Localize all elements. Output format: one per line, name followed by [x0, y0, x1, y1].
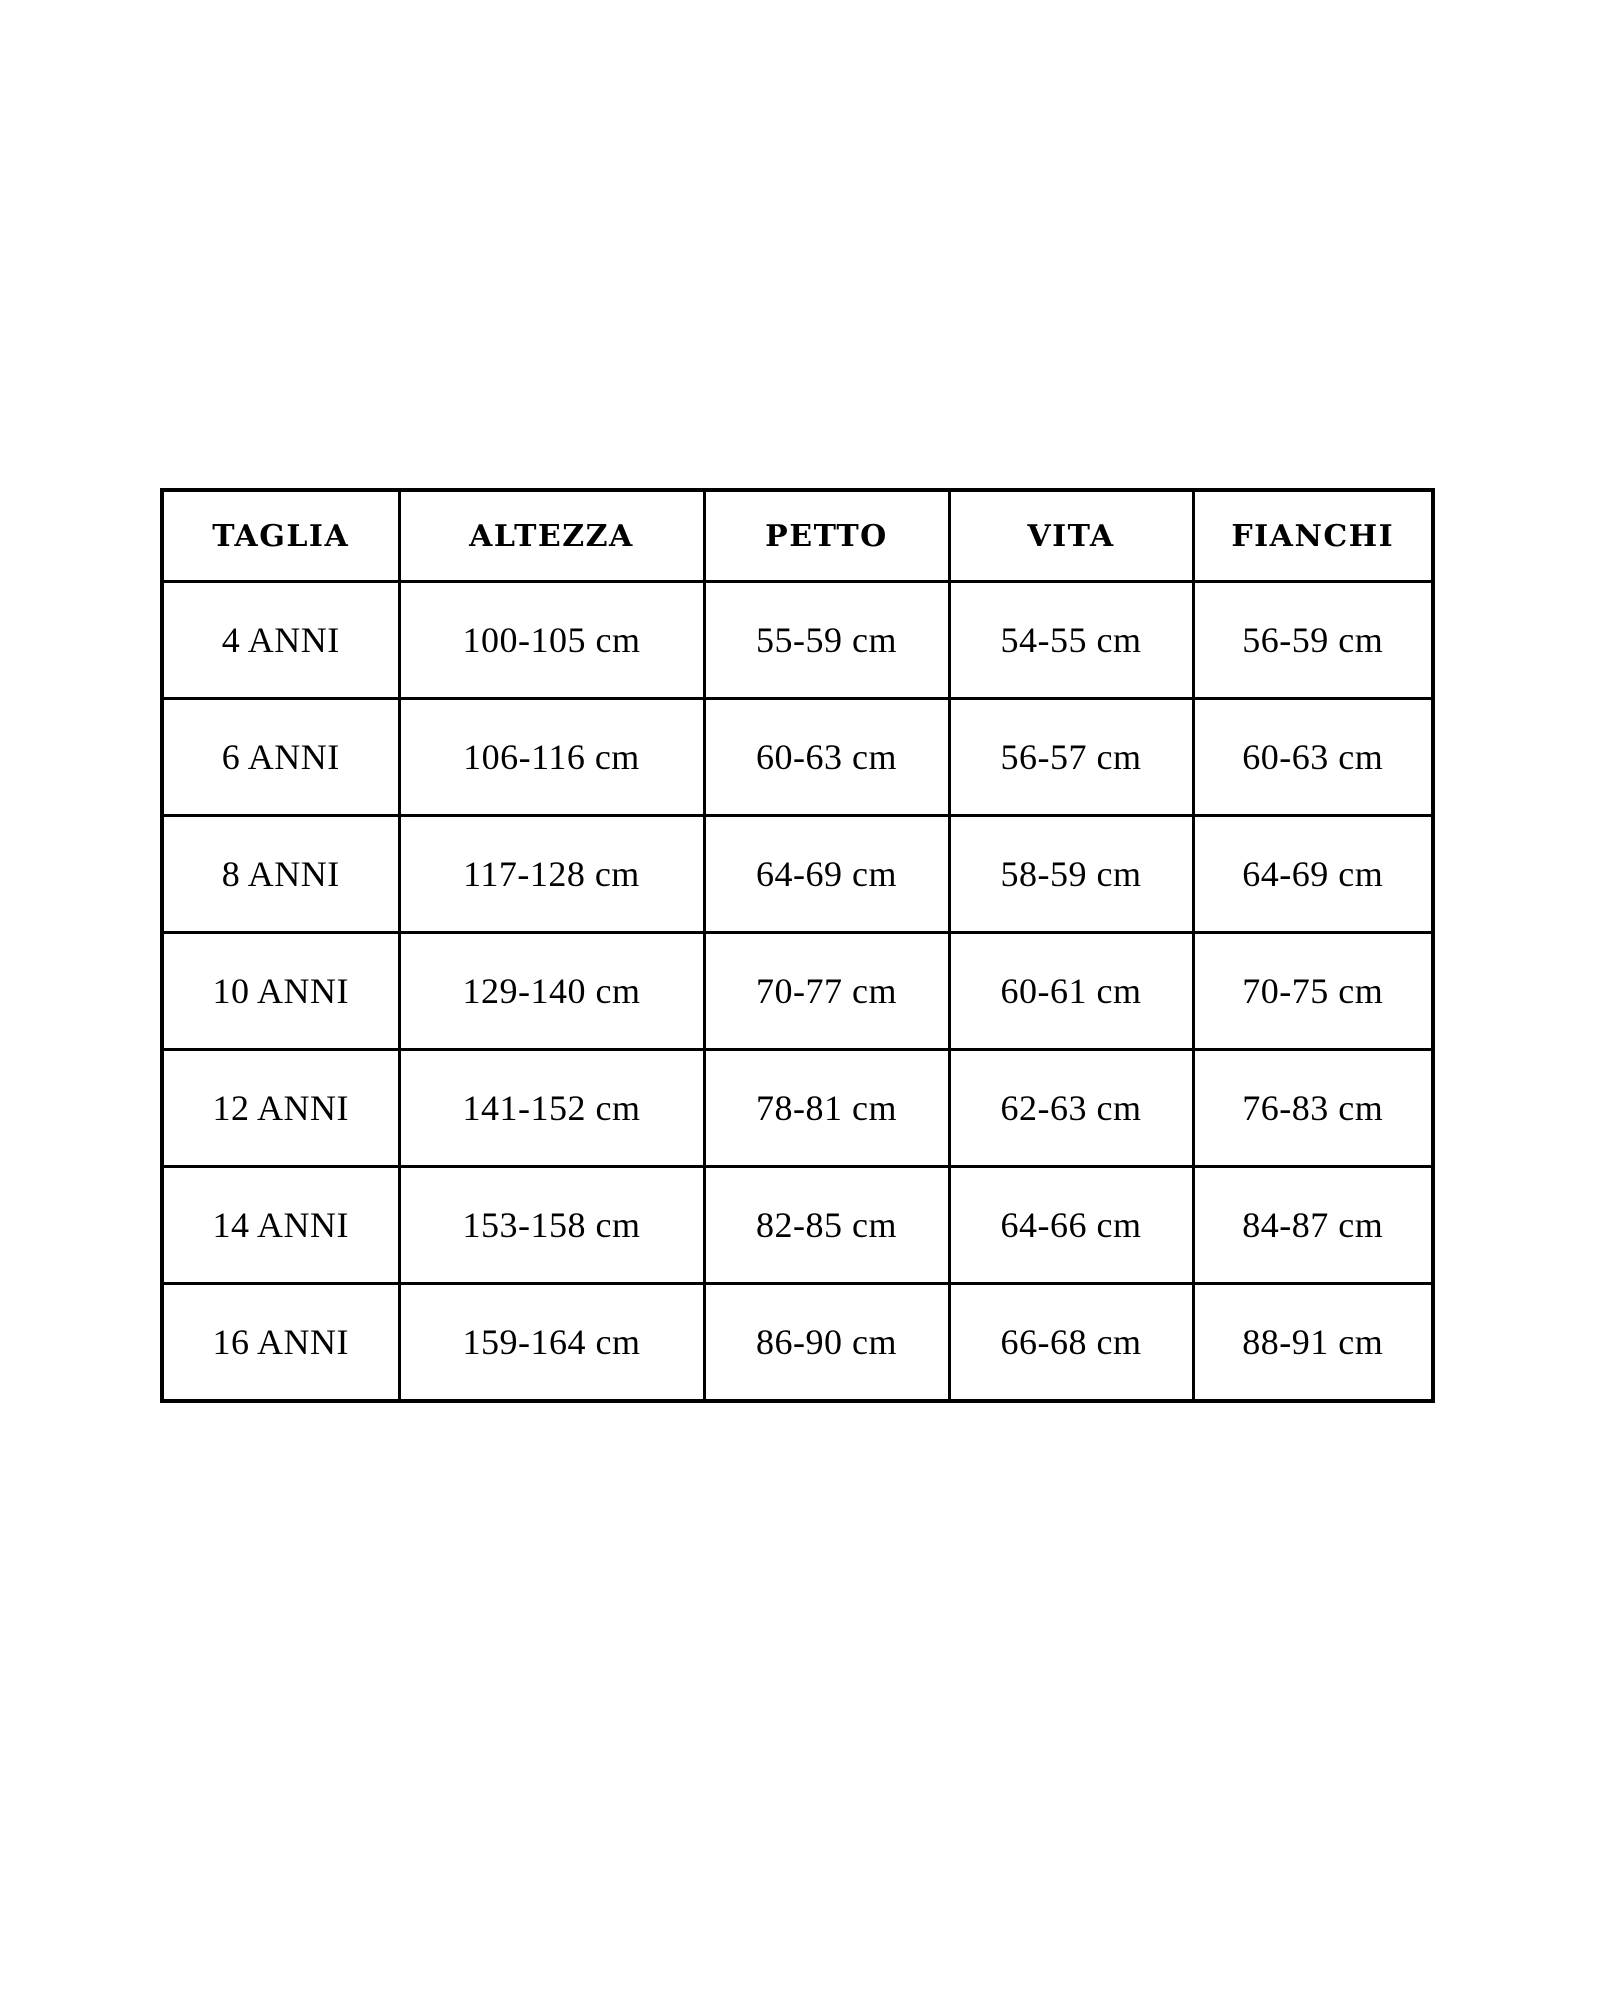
- cell-petto: 64-69 cm: [704, 816, 949, 933]
- cell-fianchi: 70-75 cm: [1193, 933, 1433, 1050]
- cell-vita: 66-68 cm: [949, 1284, 1193, 1402]
- cell-taglia: 14 ANNI: [162, 1167, 399, 1284]
- cell-taglia: 12 ANNI: [162, 1050, 399, 1167]
- cell-vita: 56-57 cm: [949, 699, 1193, 816]
- cell-vita: 58-59 cm: [949, 816, 1193, 933]
- cell-fianchi: 88-91 cm: [1193, 1284, 1433, 1402]
- cell-altezza: 141-152 cm: [399, 1050, 704, 1167]
- table-row: [162, 1284, 1433, 1402]
- cell-vita: 60-61 cm: [949, 933, 1193, 1050]
- cell-petto: 55-59 cm: [704, 582, 949, 699]
- table-row: [162, 933, 1433, 1050]
- cell-petto: 70-77 cm: [704, 933, 949, 1050]
- cell-taglia: 6 ANNI: [162, 699, 399, 816]
- cell-taglia: 8 ANNI: [162, 816, 399, 933]
- cell-taglia: 16 ANNI: [162, 1284, 399, 1402]
- header-cell-taglia: TAGLIA: [162, 490, 399, 582]
- cell-fianchi: 56-59 cm: [1193, 582, 1433, 699]
- size-chart-header-row: [162, 490, 1433, 582]
- cell-fianchi: 76-83 cm: [1193, 1050, 1433, 1167]
- cell-petto: 78-81 cm: [704, 1050, 949, 1167]
- cell-taglia: 4 ANNI: [162, 582, 399, 699]
- size-chart-body: [162, 582, 1433, 1402]
- cell-fianchi: 60-63 cm: [1193, 699, 1433, 816]
- cell-petto: 60-63 cm: [704, 699, 949, 816]
- cell-altezza: 153-158 cm: [399, 1167, 704, 1284]
- cell-altezza: 159-164 cm: [399, 1284, 704, 1402]
- table-header-row: [162, 490, 1433, 582]
- table-row: [162, 1167, 1433, 1284]
- header-cell-fianchi: FIANCHI: [1193, 490, 1433, 582]
- cell-altezza: 106-116 cm: [399, 699, 704, 816]
- table-row: [162, 699, 1433, 816]
- cell-taglia: 10 ANNI: [162, 933, 399, 1050]
- cell-fianchi: 84-87 cm: [1193, 1167, 1433, 1284]
- header-cell-altezza: ALTEZZA: [399, 490, 704, 582]
- size-chart-table: [160, 488, 1435, 1403]
- cell-vita: 54-55 cm: [949, 582, 1193, 699]
- cell-altezza: 129-140 cm: [399, 933, 704, 1050]
- table-row: [162, 582, 1433, 699]
- header-cell-vita: VITA: [949, 490, 1193, 582]
- cell-petto: 82-85 cm: [704, 1167, 949, 1284]
- cell-vita: 64-66 cm: [949, 1167, 1193, 1284]
- cell-altezza: 117-128 cm: [399, 816, 704, 933]
- header-cell-petto: PETTO: [704, 490, 949, 582]
- table-row: [162, 1050, 1433, 1167]
- cell-petto: 86-90 cm: [704, 1284, 949, 1402]
- cell-altezza: 100-105 cm: [399, 582, 704, 699]
- cell-fianchi: 64-69 cm: [1193, 816, 1433, 933]
- cell-vita: 62-63 cm: [949, 1050, 1193, 1167]
- table-row: [162, 816, 1433, 933]
